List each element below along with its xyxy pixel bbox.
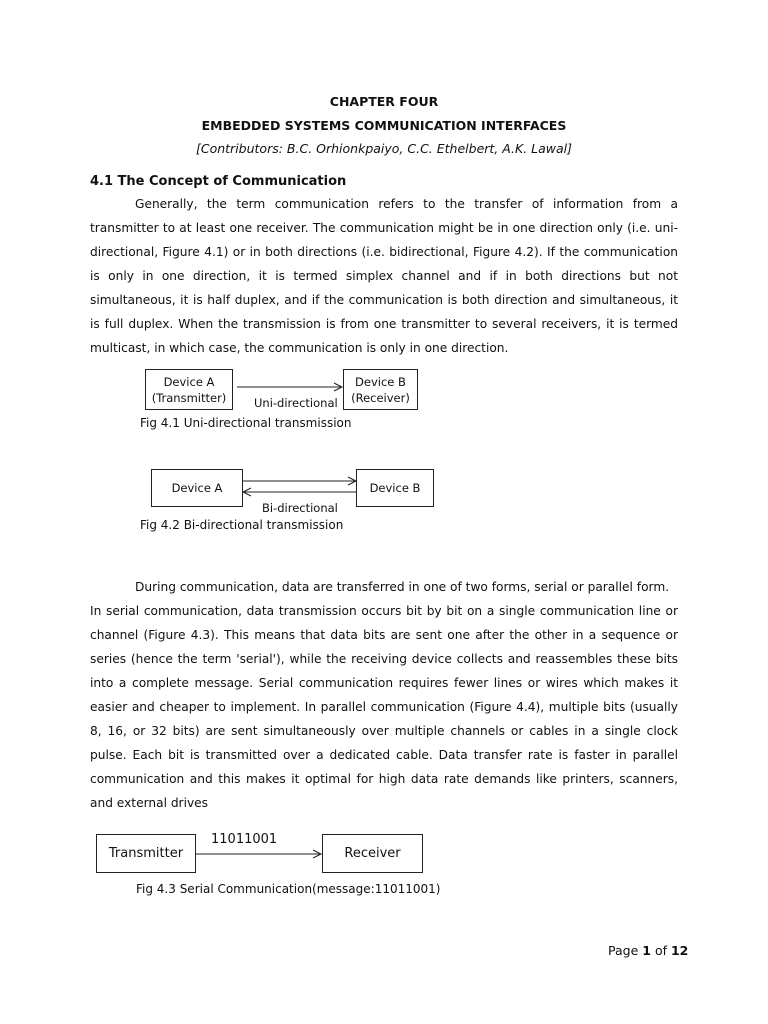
fig1-caption: Fig 4.1 Uni-directional transmission (140, 416, 352, 430)
fig2-caption: Fig 4.2 Bi-directional transmission (140, 518, 344, 532)
fig1-device-b-box (343, 369, 418, 410)
page-number (608, 943, 688, 958)
paragraph-serial-parallel: In serial communication, data transmission occurs bit by bit on a single communication line or channel (Figure 4.3). This means that data bits are sent one after the other in a sequence or series (hence the term 'serial'), while the receiving device collects and reassembles these bits into a complete message. Serial communication requires fewer lines or wires which makes it easier and cheaper to implement. In parallel communication (Figure 4.4), multiple bits (usually 8, 16, or 32 bits) are sent simultaneously over multiple channels or cables in a single clock pulse. Each bit is transmitted over a dedicated cable. Data transfer rate is faster in parallel communication and this makes it optimal for high data rate demands like printers, scanners, and external drives (90, 604, 678, 810)
fig1-device-a-box (145, 369, 233, 410)
fig1-device-b-label: Device B (355, 374, 406, 389)
chapter-title: CHAPTER FOUR (329, 94, 439, 109)
current-page: 1 (642, 943, 651, 958)
fig3-receiver-box (322, 834, 423, 873)
section-title: 4.1 The Concept of Communication (90, 174, 347, 189)
paragraph-intro (90, 192, 678, 360)
fig3-transmitter-box (96, 834, 196, 873)
paragraph-intro-text: Generally, the term communication refers to the transfer of information from a transmitter to at least one receiver. The communication might be in one direction only (i.e. uni-directional, Figure 4.1) or in both directions (i.e. bidirectional, Figure 4.2). If the communication is only in one direction, it is termed simplex channel and if in both directions but not simultaneous, it is half duplex, and if the communication is both direction and simultaneous, it is full duplex. When the transmission is from one transmitter to several receivers, it is termed multicast, in which case, the communication is only in one direction. (90, 197, 678, 355)
fig1-uni-arrow (233, 380, 345, 394)
fig1-device-a-role: (Transmitter) (151, 390, 227, 405)
contributors-line: [Contributors: B.C. Orhionkpaiyo, C.C. Ethelbert, A.K. Lawal] (195, 141, 573, 156)
fig2-device-a-box (151, 469, 243, 507)
paragraph-forms-text: During communication, data are transferred in one of two forms, serial or parallel form. (135, 580, 670, 594)
fig2-arrow-label: Bi-directional (262, 501, 338, 515)
page-word: Page (608, 943, 639, 958)
fig1-device-b-role: (Receiver) (351, 390, 410, 405)
fig3-receiver-label: Receiver (344, 845, 401, 861)
fig1-device-a-label: Device A (163, 374, 215, 389)
fig2-device-a-label: Device A (171, 481, 223, 495)
total-pages: 12 (670, 943, 689, 958)
chapter-subtitle: EMBEDDED SYSTEMS COMMUNICATION INTERFACES (201, 118, 567, 133)
fig1-arrow-label: Uni-directional (254, 396, 338, 410)
fig2-device-b-label: Device B (369, 481, 421, 495)
fig2-device-b-box (356, 469, 434, 507)
of-word: of (654, 943, 667, 958)
fig3-caption: Fig 4.3 Serial Communication(message:11011001) (136, 882, 441, 896)
fig3-serial-arrow (196, 847, 322, 861)
fig3-transmitter-label: Transmitter (108, 845, 184, 861)
fig3-message-label: 11011001 (211, 832, 278, 847)
fig2-bi-arrow (243, 475, 357, 499)
paragraph-forms (90, 575, 678, 599)
